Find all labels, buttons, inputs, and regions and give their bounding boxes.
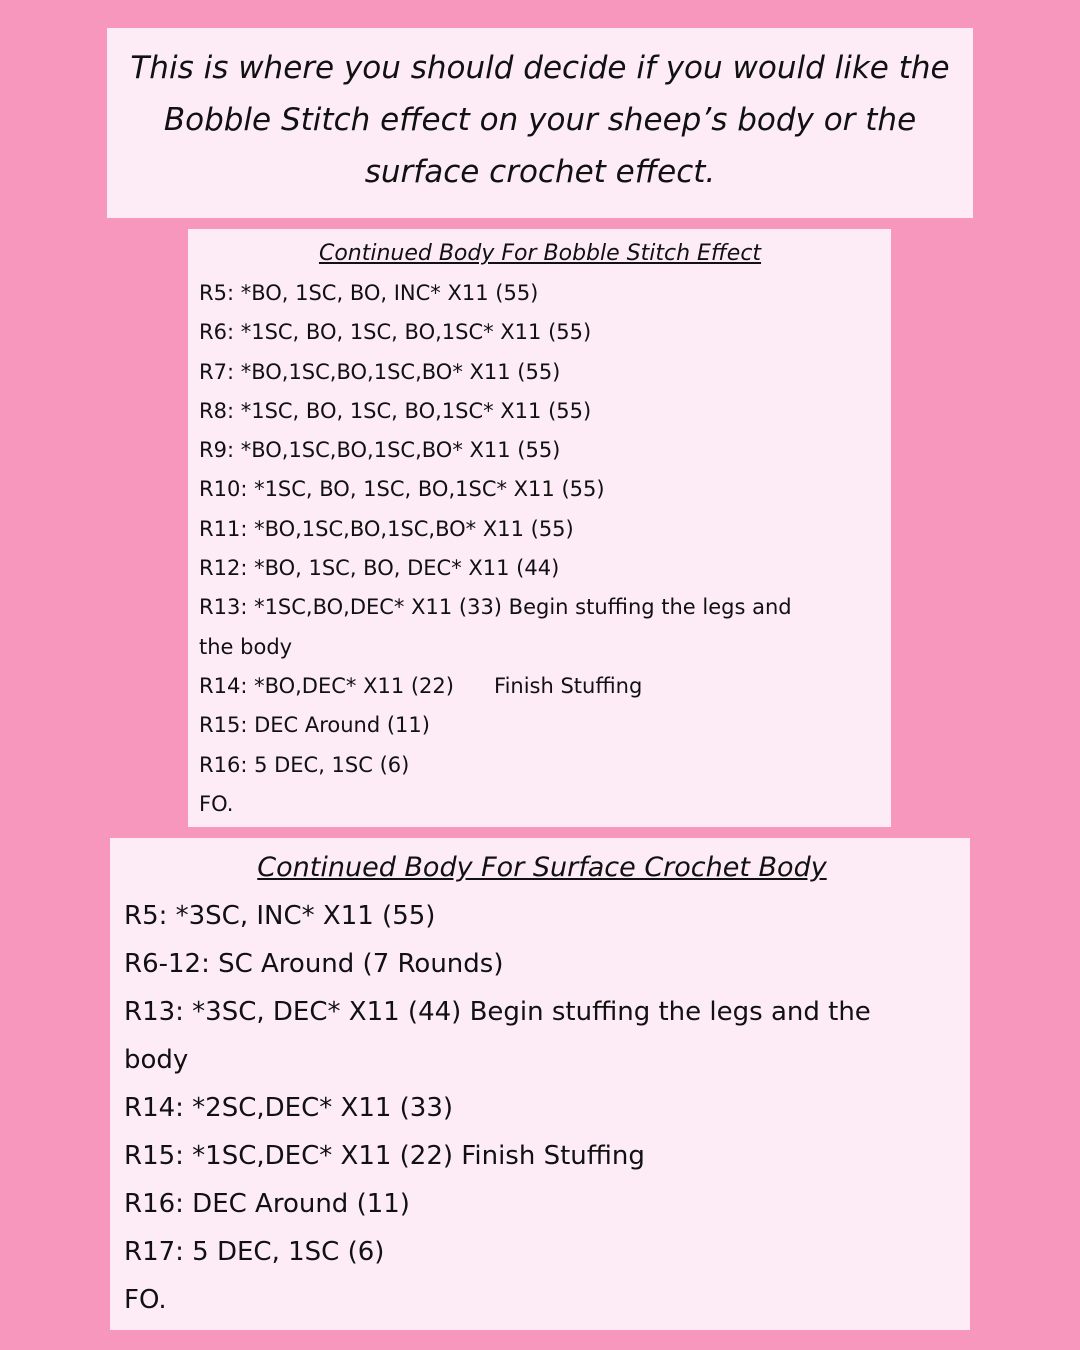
surface-crochet-card bbox=[110, 838, 970, 1330]
surface-row-fo: FO. bbox=[124, 1285, 167, 1315]
surface-row-r17: R17: 5 DEC, 1SC (6) bbox=[124, 1237, 385, 1267]
surface-row-r13-continued: body bbox=[124, 1045, 189, 1075]
bobble-row-r14: R14: *BO,DEC* X11 (22) Finish Stuffing bbox=[199, 673, 643, 698]
bobble-stitch-title: Continued Body For Bobble Stitch Effect bbox=[318, 241, 762, 266]
bobble-stitch-card bbox=[188, 229, 891, 827]
bobble-row-r9: R9: *BO,1SC,BO,1SC,BO* X11 (55) bbox=[199, 438, 561, 463]
bobble-row-r7: R7: *BO,1SC,BO,1SC,BO* X11 (55) bbox=[199, 359, 561, 384]
bobble-row-r6: R6: *1SC, BO, 1SC, BO,1SC* X11 (55) bbox=[199, 320, 592, 345]
bobble-row-r11: R11: *BO,1SC,BO,1SC,BO* X11 (55) bbox=[199, 516, 574, 541]
bobble-row-r16: R16: 5 DEC, 1SC (6) bbox=[199, 752, 410, 777]
bobble-row-r5: R5: *BO, 1SC, BO, INC* X11 (55) bbox=[199, 281, 539, 305]
surface-crochet-title: Continued Body For Surface Crochet Body bbox=[257, 852, 827, 883]
bobble-row-r10: R10: *1SC, BO, 1SC, BO,1SC* X11 (55) bbox=[199, 477, 605, 502]
intro-text: This is where you should decide if you would like the Bobble Stitch effect on your sheep’s body or the surface crochet effect. bbox=[130, 50, 950, 190]
surface-row-r6-12: R6-12: SC Around (7 Rounds) bbox=[124, 949, 504, 979]
surface-row-r5: R5: *3SC, INC* X11 (55) bbox=[124, 901, 436, 931]
bobble-row-r8: R8: *1SC, BO, 1SC, BO,1SC* X11 (55) bbox=[199, 398, 592, 423]
intro-card bbox=[107, 28, 973, 218]
surface-row-r14: R14: *2SC,DEC* X11 (33) bbox=[124, 1093, 454, 1123]
surface-row-r13: R13: *3SC, DEC* X11 (44) Begin stuffing the legs and the bbox=[124, 997, 871, 1027]
bobble-row-r15: R15: DEC Around (11) bbox=[199, 713, 430, 738]
bobble-row-r13-continued: the body bbox=[199, 634, 293, 659]
surface-row-r15: R15: *1SC,DEC* X11 (22) Finish Stuffing bbox=[124, 1141, 645, 1171]
surface-row-r16: R16: DEC Around (11) bbox=[124, 1189, 410, 1219]
bobble-row-r13: R13: *1SC,BO,DEC* X11 (33) Begin stuffing the legs and bbox=[199, 595, 792, 620]
bobble-row-r12: R12: *BO, 1SC, BO, DEC* X11 (44) bbox=[199, 556, 560, 581]
bobble-row-fo: FO. bbox=[199, 791, 234, 816]
